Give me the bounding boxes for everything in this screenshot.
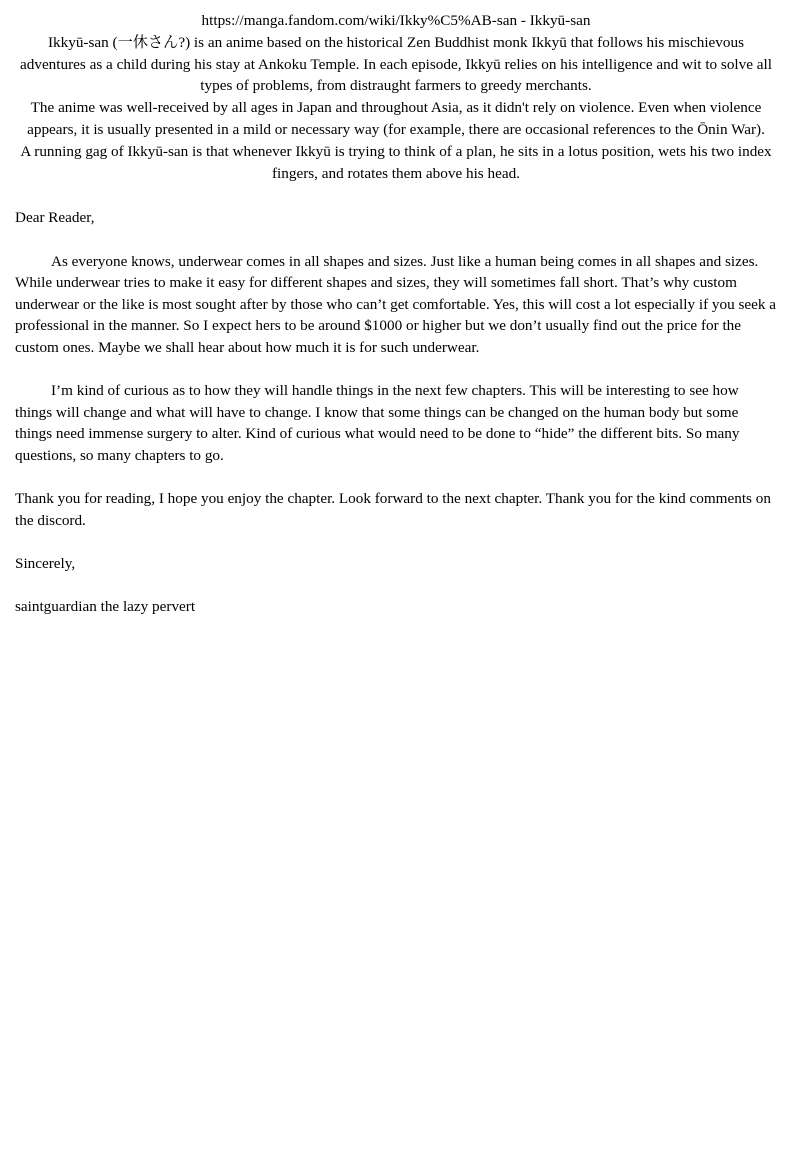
letter-signature: saintguardian the lazy pervert [15,598,196,616]
letter-paragraph-1: As everyone knows, underwear comes in all shapes and sizes. Just like a human being comes in all shapes and sizes. While underwear tries to make it easy for different shapes and sizes, they will sometimes fall short. That’s why custom underwear or the like is most sought after by those who can’t get comfortable. Yes, this will cost a lot especially if you seek a professional in the manner. So I expect hers to be around $1000 or higher but we don’t usually find out the price for the custom ones. Maybe we shall hear about how much it is for such underwear. [15,252,777,356]
wiki-excerpt [15,10,777,184]
letter-paragraph-3: Thank you for reading, I hope you enjoy the chapter. Look forward to the next chapter. Thank you for the kind comments on the discord. [15,490,771,529]
letter-paragraph-2: I’m kind of curious as to how they will handle things in the next few chapters. This will be interesting to see how things will change and what will have to change. I know that some things can be changed on the human body but some things need immense surgery to alter. Kind of curious what would need to be done to “hide” the different bits. So many questions, so many chapters to go. [15,382,740,464]
summary-paragraph-1: Ikkyū-san (一休さん?) is an anime based on the historical Zen Buddhist monk Ikkyū that follows his mischievous adventures as a child during his stay at Ankoku Temple. In each episode, Ikkyū relies on his intelligence and wit to solve all types of problems, from distraught farmers to greedy merchants. [20,33,772,95]
letter-closing: Sincerely, [15,554,76,572]
author-letter [15,207,777,617]
source-url-title: https://manga.fandom.com/wiki/Ikky%C5%AB-san - Ikkyū-san [201,12,591,29]
summary-paragraph-3: A running gag of Ikkyū-san is that whenever Ikkyū is trying to think of a plan, he sits in a lotus position, wets his two index fingers, and rotates them above his head. [20,142,772,182]
letter-salutation: Dear Reader, [15,209,95,227]
summary-paragraph-2: The anime was well-received by all ages in Japan and throughout Asia, as it didn't rely on violence. Even when violence appears, it is usually presented in a mild or necessary way (for example, there are occasional references to the Ōnin War). [27,99,765,138]
